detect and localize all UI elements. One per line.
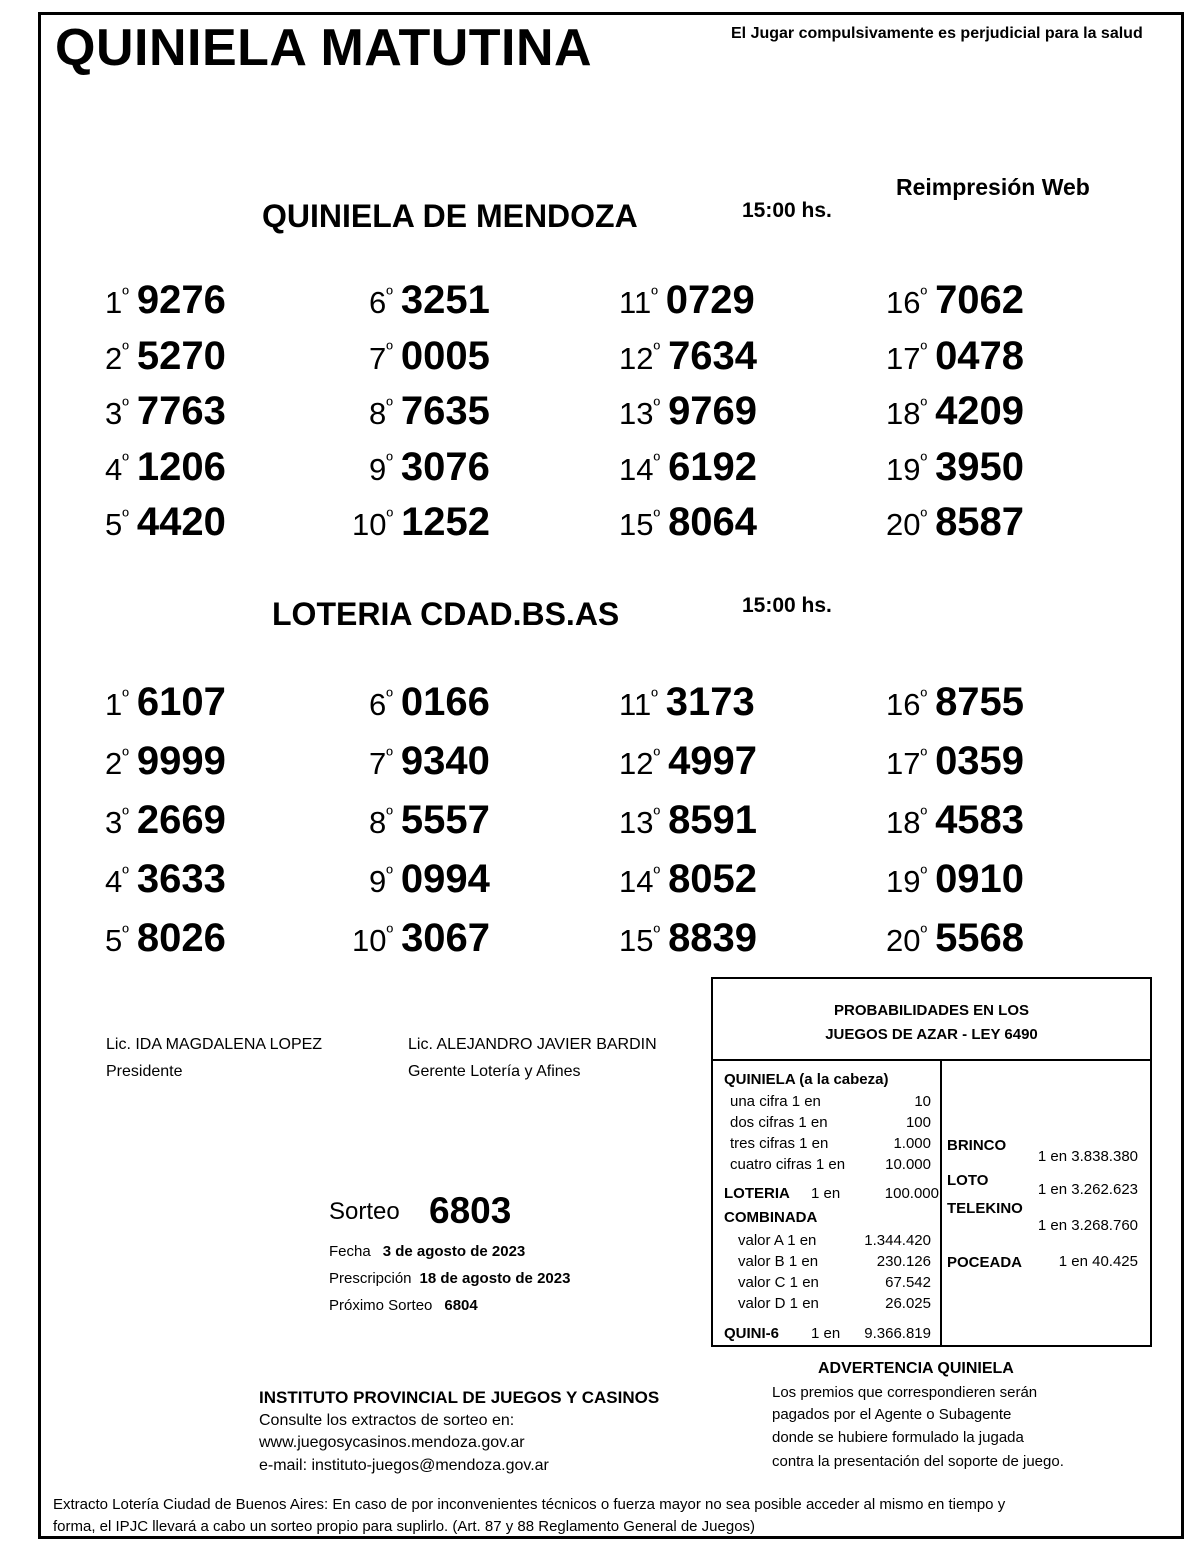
ordinal-suffix: º: [122, 862, 129, 883]
result-position: [369, 452, 393, 488]
position-number: 17: [886, 340, 921, 376]
ordinal-suffix: º: [653, 339, 661, 360]
result-position: [886, 396, 927, 432]
result-number: 8064: [668, 500, 758, 544]
quiniela-odds-title: QUINIELA (a la cabeza): [724, 1071, 889, 1088]
fecha-value: 3 de agosto de 2023: [382, 1243, 526, 1260]
odds-value: 1.000: [893, 1135, 931, 1152]
result-position: [886, 687, 927, 723]
result-cell: [369, 739, 490, 787]
advertencia-line: donde se hubiere formulado la jugada: [772, 1429, 1024, 1446]
result-cell: [105, 334, 226, 382]
ordinal-suffix: º: [386, 921, 394, 942]
result-number: 0005: [400, 333, 490, 378]
fecha-label: Fecha: [329, 1243, 371, 1260]
result-position: [619, 507, 660, 543]
telekino-label: TELEKINO: [947, 1200, 1023, 1217]
result-position: [369, 805, 393, 841]
ordinal-suffix: º: [653, 803, 661, 824]
proximo-line: [329, 1297, 478, 1314]
result-position: [105, 507, 129, 543]
result-position: [886, 507, 927, 543]
result-position: [886, 864, 927, 900]
result-number: 5557: [400, 798, 490, 842]
result-number: 0729: [665, 278, 755, 322]
advertencia-line: pagados por el Agente o Subagente: [772, 1406, 1012, 1423]
result-cell: [369, 798, 490, 846]
result-cell: [105, 798, 226, 846]
position-number: 18: [886, 805, 921, 840]
result-number: 1206: [136, 444, 226, 489]
result-cell: [369, 445, 490, 493]
ordinal-suffix: º: [653, 921, 661, 942]
divider: [940, 1061, 942, 1347]
position-number: 2: [105, 340, 123, 376]
result-number: 8755: [935, 680, 1025, 724]
signature-name: Lic. IDA MAGDALENA LOPEZ: [106, 1036, 323, 1053]
result-cell: [619, 445, 757, 493]
result-number: 8587: [935, 500, 1025, 544]
sorteo-number: 6803: [429, 1190, 512, 1231]
signature-name: Lic. ALEJANDRO JAVIER BARDIN: [408, 1036, 657, 1053]
position-number: 15: [619, 923, 654, 958]
result-cell: [886, 500, 1024, 548]
result-position: [105, 805, 129, 841]
result-position: [369, 341, 393, 377]
result-cell: [105, 445, 226, 493]
result-number: 9340: [400, 739, 490, 783]
result-position: [369, 396, 393, 432]
fecha-line: [329, 1243, 525, 1260]
ordinal-suffix: º: [920, 862, 928, 883]
result-number: 6107: [136, 680, 226, 724]
position-number: 16: [886, 687, 921, 722]
position-number: 3: [105, 396, 123, 431]
advertencia-title: ADVERTENCIA QUINIELA: [818, 1360, 1014, 1377]
odds-value: 26.025: [885, 1295, 931, 1312]
position-number: 19: [886, 864, 921, 899]
result-position: [105, 285, 129, 321]
brinco-label: BRINCO: [947, 1137, 1007, 1154]
ordinal-suffix: º: [122, 450, 129, 471]
poceada-value: 1 en 40.425: [1058, 1253, 1138, 1270]
result-position: [619, 746, 660, 782]
footer-note-line: Extracto Lotería Ciudad de Buenos Aires: En caso de por inconvenientes técnicos o fuerza mayor no sea posible acceder al mismo en tiempo y: [53, 1496, 1006, 1513]
result-position: [619, 805, 660, 841]
position-number: 5: [105, 507, 123, 542]
result-number: 0994: [400, 857, 490, 901]
prescripcion-value: 18 de agosto de 2023: [419, 1270, 571, 1287]
ordinal-suffix: º: [122, 685, 129, 706]
footer-note-line: forma, el IPJC llevará a cabo un sorteo propio para suplirlo. (Art. 87 y 88 Reglamento General de Juegos): [53, 1518, 756, 1535]
position-number: 6: [369, 687, 387, 722]
institute-website: www.juegosycasinos.mendoza.gov.ar: [259, 1434, 525, 1451]
result-number: 4420: [136, 500, 226, 544]
result-cell: [619, 798, 757, 846]
result-position: [619, 396, 660, 432]
odds-label: valor A 1 en: [738, 1232, 817, 1249]
position-number: 19: [886, 451, 921, 487]
result-cell: [105, 278, 226, 326]
position-number: 20: [886, 507, 921, 542]
result-number: 9276: [136, 278, 226, 322]
result-position: [886, 452, 927, 488]
result-number: 7635: [400, 389, 490, 433]
quini6-odds-text: 1 en: [811, 1325, 841, 1342]
ordinal-suffix: º: [920, 283, 928, 304]
ordinal-suffix: º: [920, 744, 928, 765]
odds-value: 100: [905, 1114, 931, 1131]
ordinal-suffix: º: [386, 685, 393, 706]
ordinal-suffix: º: [122, 283, 129, 304]
result-position: [369, 746, 393, 782]
result-cell: [886, 916, 1024, 964]
odds-label: valor C 1 en: [738, 1274, 819, 1291]
result-cell: [886, 445, 1024, 493]
reprint-label: Reimpresión Web: [896, 174, 1090, 200]
position-number: 16: [886, 285, 921, 320]
result-cell: [619, 739, 757, 787]
signature-manager: [408, 1031, 657, 1085]
position-number: 11: [619, 687, 652, 722]
odds-label: valor D 1 en: [738, 1295, 819, 1312]
result-number: 3950: [935, 444, 1025, 489]
institute-line: Consulte los extractos de sorteo en:: [259, 1412, 515, 1429]
advertencia-line: contra la presentación del soporte de juego.: [772, 1453, 1064, 1470]
position-number: 11: [619, 285, 652, 320]
result-cell: [886, 739, 1024, 787]
ordinal-suffix: º: [651, 283, 658, 304]
result-cell: [619, 680, 755, 728]
result-number: 4997: [668, 739, 758, 783]
odds-value: 10: [914, 1093, 931, 1110]
page-title: QUINIELA MATUTINA: [55, 19, 593, 77]
ordinal-suffix: º: [122, 803, 129, 824]
result-cell: [886, 334, 1024, 382]
position-number: 12: [619, 746, 654, 781]
result-position: [105, 341, 129, 377]
brinco-value: 1 en 3.838.380: [1037, 1148, 1138, 1165]
ordinal-suffix: º: [920, 505, 928, 526]
result-number: 0166: [400, 680, 490, 724]
ordinal-suffix: º: [653, 394, 661, 415]
result-number: 4209: [935, 389, 1025, 433]
institute-title: INSTITUTO PROVINCIAL DE JUEGOS Y CASINOS: [259, 1388, 660, 1407]
result-number: 9769: [668, 389, 758, 433]
position-number: 1: [105, 687, 123, 722]
ordinal-suffix: º: [122, 921, 129, 942]
result-position: [105, 923, 129, 959]
ordinal-suffix: º: [386, 862, 393, 883]
ordinal-suffix: º: [920, 450, 928, 471]
position-number: 10: [352, 507, 387, 542]
result-number: 6192: [668, 444, 758, 489]
probabilities-title-line: JUEGOS DE AZAR - LEY 6490: [825, 1026, 1038, 1043]
odds-value: 10.000: [885, 1156, 931, 1173]
ordinal-suffix: º: [653, 450, 661, 471]
odds-label: dos cifras 1 en: [730, 1114, 828, 1131]
result-position: [369, 864, 393, 900]
result-cell: [886, 389, 1024, 437]
result-position: [105, 452, 129, 488]
position-number: 8: [369, 396, 387, 431]
institute-email: e-mail: instituto-juegos@mendoza.gov.ar: [259, 1457, 549, 1474]
result-cell: [352, 916, 490, 964]
result-cell: [105, 739, 226, 787]
result-cell: [619, 857, 757, 905]
position-number: 13: [619, 396, 654, 431]
health-warning: El Jugar compulsivamente es perjudicial para la salud: [731, 25, 1143, 42]
result-number: 7763: [136, 389, 226, 433]
signature-role: Gerente Lotería y Afines: [408, 1063, 581, 1080]
result-position: [619, 687, 658, 723]
result-cell: [105, 857, 226, 905]
result-number: 5270: [136, 333, 226, 378]
result-cell: [369, 857, 490, 905]
result-position: [105, 746, 129, 782]
result-position: [352, 507, 393, 543]
position-number: 9: [369, 864, 387, 899]
signature-president: [106, 1031, 322, 1085]
ordinal-suffix: º: [386, 283, 393, 304]
position-number: 20: [886, 923, 921, 958]
position-number: 13: [619, 805, 654, 840]
position-number: 12: [619, 340, 654, 376]
result-position: [369, 687, 393, 723]
draw-title-mendoza: QUINIELA DE MENDOZA: [262, 198, 638, 234]
result-position: [619, 923, 660, 959]
advertencia-line: Los premios que correspondieren serán: [772, 1384, 1038, 1401]
odds-label: valor B 1 en: [738, 1253, 819, 1270]
position-number: 15: [619, 507, 654, 542]
ordinal-suffix: º: [920, 394, 928, 415]
result-number: 7634: [668, 333, 758, 378]
loto-value: 1 en 3.262.623: [1037, 1181, 1138, 1198]
position-number: 2: [105, 746, 123, 781]
result-position: [105, 396, 129, 432]
result-number: 3633: [136, 857, 226, 901]
position-number: 5: [105, 923, 123, 958]
result-cell: [352, 500, 490, 548]
result-cell: [105, 500, 226, 548]
draw-time-loteria: 15:00 hs.: [742, 594, 832, 617]
result-position: [886, 341, 927, 377]
result-number: 2669: [136, 798, 226, 842]
ordinal-suffix: º: [653, 862, 661, 883]
ordinal-suffix: º: [920, 921, 928, 942]
result-number: 3173: [665, 680, 755, 724]
sorteo-label: Sorteo: [329, 1198, 400, 1225]
ordinal-suffix: º: [920, 803, 928, 824]
position-number: 7: [369, 746, 387, 781]
result-position: [619, 285, 658, 321]
result-number: 0910: [935, 857, 1025, 901]
result-cell: [105, 916, 226, 964]
result-cell: [369, 278, 490, 326]
quini6-odds-label: QUINI-6: [724, 1325, 780, 1342]
ordinal-suffix: º: [122, 394, 129, 415]
poceada-label: POCEADA: [947, 1254, 1023, 1271]
position-number: 3: [105, 805, 123, 840]
result-number: 1252: [401, 500, 491, 544]
position-number: 14: [619, 864, 654, 899]
probabilities-box: [711, 977, 1152, 1347]
result-number: 3251: [400, 278, 490, 322]
result-position: [886, 805, 927, 841]
loteria-odds-value: 100.000: [884, 1185, 939, 1202]
prescripcion-line: [329, 1270, 570, 1287]
result-cell: [105, 389, 226, 437]
odds-label: una cifra 1 en: [730, 1093, 821, 1110]
result-cell: [619, 334, 757, 382]
ordinal-suffix: º: [386, 505, 394, 526]
result-cell: [105, 680, 226, 728]
position-number: 9: [369, 451, 387, 487]
result-cell: [369, 680, 490, 728]
telekino-value: 1 en 3.268.760: [1037, 1217, 1138, 1234]
result-number: 3067: [401, 916, 491, 960]
probabilities-title: [713, 979, 1150, 1055]
divider: [713, 1059, 1150, 1061]
result-number: 0478: [935, 333, 1025, 378]
result-number: 8052: [668, 857, 758, 901]
prescripcion-label: Prescripción: [329, 1270, 412, 1287]
ordinal-suffix: º: [653, 744, 661, 765]
odds-value: 1.344.420: [864, 1232, 931, 1249]
draw-time-mendoza: 15:00 hs.: [742, 199, 832, 222]
result-cell: [369, 334, 490, 382]
result-cell: [619, 389, 757, 437]
ordinal-suffix: º: [653, 505, 661, 526]
position-number: 10: [352, 923, 387, 958]
ordinal-suffix: º: [386, 803, 393, 824]
result-cell: [619, 278, 755, 326]
result-position: [619, 452, 660, 488]
result-cell: [619, 500, 757, 548]
combinada-title: COMBINADA: [724, 1209, 818, 1226]
ordinal-suffix: º: [920, 685, 928, 706]
position-number: 14: [619, 451, 654, 487]
result-cell: [369, 389, 490, 437]
ordinal-suffix: º: [386, 744, 393, 765]
position-number: 7: [369, 340, 387, 376]
result-number: 7062: [935, 278, 1025, 322]
result-number: 8591: [668, 798, 758, 842]
result-position: [886, 923, 927, 959]
result-cell: [886, 278, 1024, 326]
result-position: [369, 285, 393, 321]
result-position: [352, 923, 393, 959]
loto-label: LOTO: [947, 1172, 989, 1189]
result-position: [105, 864, 129, 900]
loteria-odds-text: 1 en: [811, 1185, 841, 1202]
result-position: [886, 746, 927, 782]
result-number: 3076: [400, 444, 490, 489]
result-number: 5568: [935, 916, 1025, 960]
proximo-value: 6804: [444, 1297, 478, 1314]
position-number: 1: [105, 285, 123, 320]
result-position: [886, 285, 927, 321]
odds-label: tres cifras 1 en: [730, 1135, 829, 1152]
position-number: 6: [369, 285, 387, 320]
result-cell: [886, 798, 1024, 846]
ordinal-suffix: º: [920, 339, 928, 360]
position-number: 4: [105, 451, 123, 487]
probabilities-title-line: PROBABILIDADES EN LOS: [833, 1002, 1029, 1019]
result-number: 9999: [136, 739, 226, 783]
ordinal-suffix: º: [651, 685, 658, 706]
quini6-odds-value: 9.366.819: [864, 1325, 931, 1342]
proximo-label: Próximo Sorteo: [329, 1297, 433, 1314]
result-cell: [886, 857, 1024, 905]
result-cell: [886, 680, 1024, 728]
result-position: [105, 687, 129, 723]
draw-title-loteria: LOTERIA CDAD.BS.AS: [272, 596, 620, 632]
ordinal-suffix: º: [122, 744, 129, 765]
odds-value: 230.126: [876, 1253, 931, 1270]
result-number: 0359: [935, 739, 1025, 783]
ordinal-suffix: º: [386, 450, 393, 471]
loteria-odds-label: LOTERIA: [724, 1185, 790, 1202]
odds-label: cuatro cifras 1 en: [730, 1156, 846, 1173]
ordinal-suffix: º: [122, 339, 129, 360]
position-number: 8: [369, 805, 387, 840]
result-number: 8026: [136, 916, 226, 960]
odds-value: 67.542: [885, 1274, 931, 1291]
position-number: 18: [886, 396, 921, 431]
result-position: [619, 864, 660, 900]
result-number: 4583: [935, 798, 1025, 842]
position-number: 17: [886, 746, 921, 781]
ordinal-suffix: º: [122, 505, 129, 526]
position-number: 4: [105, 864, 123, 899]
result-position: [619, 341, 660, 377]
result-cell: [619, 916, 757, 964]
result-number: 8839: [668, 916, 758, 960]
ordinal-suffix: º: [386, 394, 393, 415]
signature-role: Presidente: [106, 1063, 183, 1080]
ordinal-suffix: º: [386, 339, 393, 360]
